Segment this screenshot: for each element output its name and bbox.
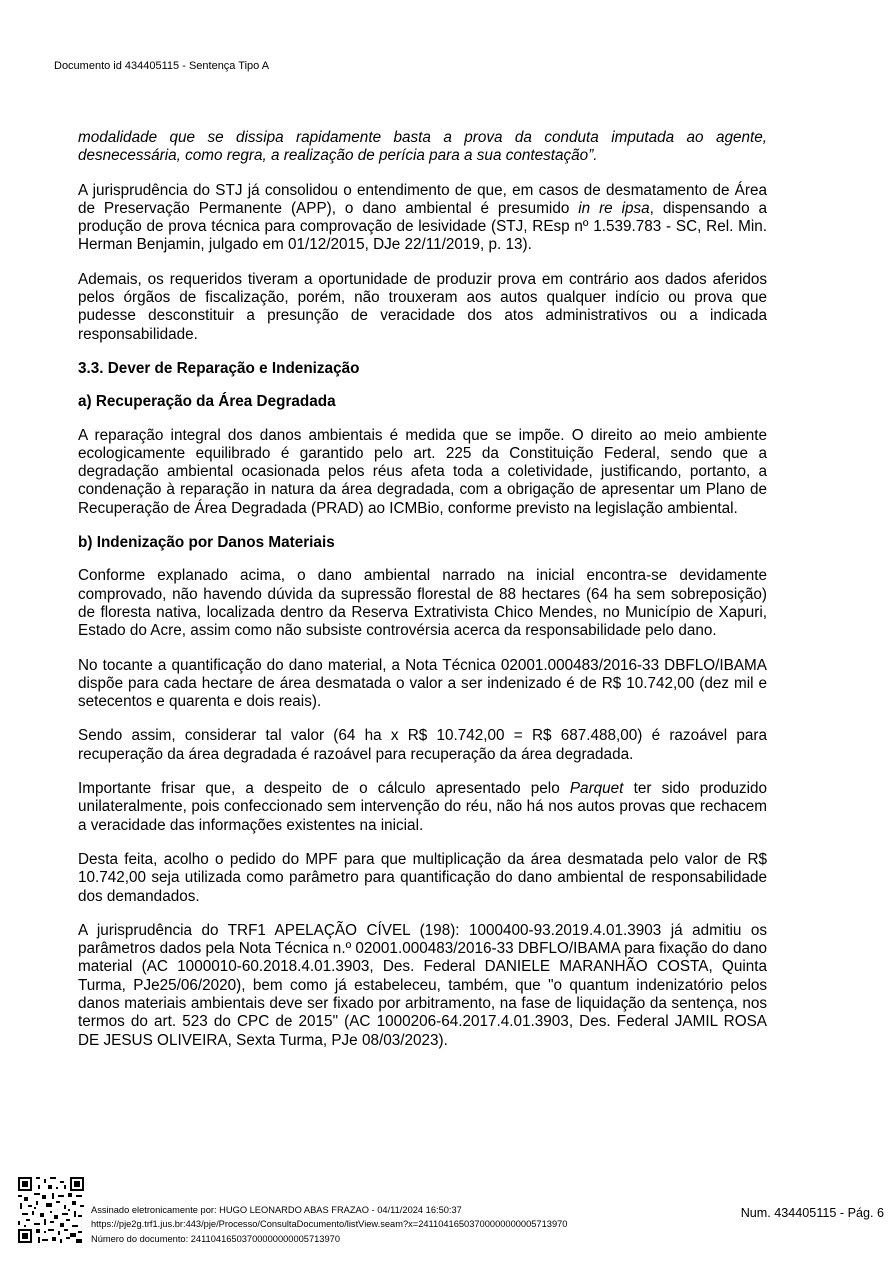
paragraph-2-text-b: , dispensando a produção de prova técnica para comprovação de lesividade (STJ, REsp nº 1.539.783 - SC, Rel. Min. Herman Benjamin, julgado em 01/12/2015, DJe 22/11/2019, p. 13).: [78, 199, 768, 254]
paragraph-1-italic: modalidade que se dissipa rapidamente basta a prova da conduta imputada ao agente, desnecessária, como regra, a realização de perícia para a sua contestação”.: [78, 129, 767, 165]
paragraph-3: Ademais, os requeridos tiveram a oportunidade de produzir prova em contrário aos dados aferidos pelos órgãos de fiscalização, porém, não trouxeram aos autos qualquer indício ou prova que pudesse desconstituir a presunção de veracidade dos atos administrativos ou a indicada responsabilidade.: [78, 270, 767, 343]
paragraph-5: Conforme explanado acima, o dano ambiental narrado na inicial encontra-se devidamente comprovado, não havendo dúvida da supressão florestal de 88 hectares (64 ha sem sobreposição) de floresta nativa, localizada dentro da Reserva Extrativista Chico Mendes, no Município de Xapuri, Estado do Acre, assim como não subsiste controvérsia acerca da responsabilidade pelo dano.: [78, 567, 767, 640]
paragraph-2: [78, 182, 767, 255]
paragraph-10: A jurisprudência do TRF1 APELAÇÃO CÍVEL (198): 1000400-93.2019.4.01.3903 já admitiu os parâmetros dados pela Nota Técnica n.º 02001.000483/2016-33 DBFLO/IBAMA para fixação do dano material (AC 1000010-60.2018.4.01.3903, Des. Federal DANIELE MARANHÃO COSTA, Quinta Turma, PJe25/06/2020), bem como já estabeleceu, também, que "o quantum indenizatório pelos danos materiais ambientais deve ser fixado por arbitramento, na fase de liquidação da sentença, nos termos do art. 523 do CPC de 2015" (AC 1000206-64.2017.4.01.3903, Des. Federal JAMIL ROSA DE JESUS OLIVEIRA, Sexta Turma, PJe 08/03/2023).: [78, 921, 768, 1049]
paragraph-8-text-b: ter sido produzido unilateralmente, pois confeccionado sem intervenção do réu, não há nos autos provas que rechacem a veracidade das informações existentes na inicial.: [78, 780, 767, 834]
paragraph-8-italic: Parquet: [569, 780, 624, 798]
paragraph-4: A reparação integral dos danos ambientais é medida que se impõe. O direito ao meio ambiente ecologicamente equilibrado é garantido pelo art. 225 da Constituição Federal, sendo que a degradação ambiental ocasionada pelos réus afeta toda a coletividade, justificando, portanto, a condenação à reparação in natura da área degradada, com a obrigação de apresentar um Plano de Recuperação de Área Degradada (PRAD) ao ICMBio, conforme previsto na legislação ambiental.: [78, 426, 767, 517]
page-number: Num. 434405115 - Pág. 6: [740, 1206, 884, 1220]
paragraph-8-text-a: Importante frisar que, a despeito de o cálculo apresentado pelo: [78, 780, 570, 798]
section-heading-3-3: 3.3. Dever de Reparação e Indenização: [78, 359, 360, 377]
paragraph-9: Desta feita, acolho o pedido do MPF para que multiplicação da área desmatada pelo valor de R$ 10.742,00 seja utilizada como parâmetro para quantificação do dano ambiental de responsabilidade dos demandados.: [78, 850, 767, 905]
document-body: [78, 129, 767, 1066]
signature-line: Assinado eletronicamente por: HUGO LEONARDO ABAS FRAZAO - 04/11/2024 16:50:37: [91, 1205, 462, 1215]
paragraph-2-italic: in re ipsa: [578, 199, 650, 217]
document-number: Número do documento: 24110416503700000000005713970: [91, 1233, 340, 1244]
document-id-header: Documento id 434405115 - Sentença Tipo A: [54, 60, 270, 72]
subsection-heading-a: a) Recuperação da Área Degradada: [78, 393, 336, 411]
paragraph-8: [78, 780, 767, 835]
paragraph-2-text-a: A jurisprudência do STJ já consolidou o entendimento de que, em casos de desmatamento de Área de Preservação Permanente (APP), o dano ambiental é presumido: [78, 181, 767, 217]
paragraph-7: Sendo assim, considerar tal valor (64 ha x R$ 10.742,00 = R$ 687.488,00) é razoável para recuperação da área degradada é razoável para recuperação da área degradada.: [78, 727, 767, 763]
paragraph-1: [78, 129, 767, 166]
electronic-signature-block: [91, 1203, 567, 1246]
subsection-heading-b: b) Indenização por Danos Materiais: [78, 534, 335, 552]
paragraph-6: No tocante a quantificação do dano material, a Nota Técnica 02001.000483/2016-33 DBFLO/IBAMA dispõe para cada hectare de área desmatada o valor a ser indenizado é de R$ 10.742,00 (dez mil e setecentos e quarenta e dois reais).: [78, 656, 767, 711]
qr-code-icon: [18, 1177, 84, 1243]
document-url[interactable]: https://pje2g.trf1.jus.br:443/pje/Processo/ConsultaDocumento/listView.seam?x=24110416503700000000005713970: [91, 1219, 568, 1230]
